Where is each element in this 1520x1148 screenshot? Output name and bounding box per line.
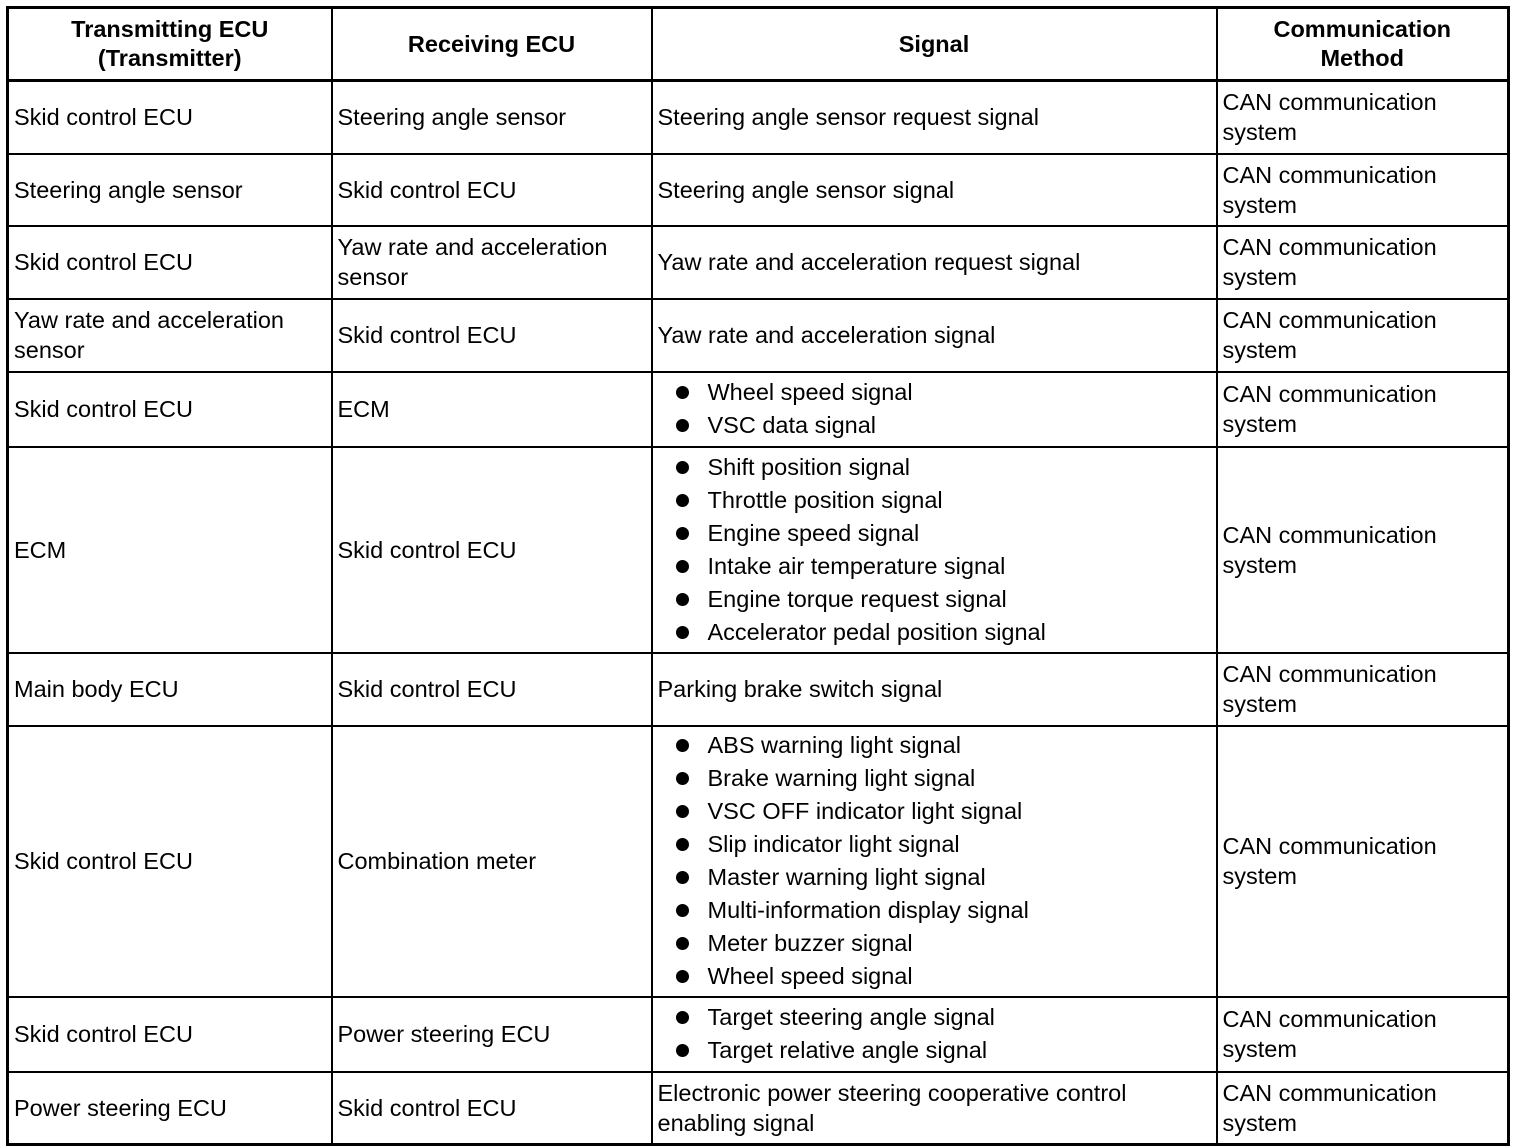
signal-bullet-list xyxy=(658,376,1211,442)
ecu-communication-table xyxy=(6,6,1510,1146)
signal-bullet-item: Target relative angle signal xyxy=(674,1034,1211,1067)
cell-receiving-ecu: Yaw rate and acceleration sensor xyxy=(332,226,652,299)
cell-receiving-ecu: Steering angle sensor xyxy=(332,81,652,154)
table-row xyxy=(8,372,1509,447)
table-row xyxy=(8,299,1509,372)
signal-bullet-item: Engine speed signal xyxy=(674,517,1211,550)
cell-communication-method: CAN communication system xyxy=(1217,1072,1509,1145)
cell-signal xyxy=(652,726,1217,997)
signal-text: Yaw rate and acceleration request signal xyxy=(657,249,1081,275)
signal-bullet-item: Wheel speed signal xyxy=(674,960,1211,993)
table-row xyxy=(8,653,1509,726)
cell-communication-method: CAN communication system xyxy=(1217,154,1509,226)
table-row xyxy=(8,726,1509,997)
cell-transmitting-ecu: ECM xyxy=(8,447,332,653)
signal-bullet-item: ABS warning light signal xyxy=(674,729,1211,762)
header-signal xyxy=(652,8,1217,81)
cell-transmitting-ecu: Power steering ECU xyxy=(8,1072,332,1145)
cell-signal xyxy=(652,81,1217,154)
cell-communication-method: CAN communication system xyxy=(1217,299,1509,372)
cell-signal xyxy=(652,372,1217,447)
cell-signal xyxy=(652,1072,1217,1145)
signal-bullet-item: Intake air temperature signal xyxy=(674,550,1211,583)
signal-bullet-item: Target steering angle signal xyxy=(674,1001,1211,1034)
cell-signal xyxy=(652,154,1217,226)
signal-bullet-item: Brake warning light signal xyxy=(674,762,1211,795)
header-row xyxy=(8,8,1509,81)
cell-transmitting-ecu: Main body ECU xyxy=(8,653,332,726)
signal-bullet-list xyxy=(658,1001,1211,1067)
table-row xyxy=(8,447,1509,653)
signal-bullet-item: Throttle position signal xyxy=(674,484,1211,517)
header-communication-method-line1: Communication xyxy=(1273,16,1452,42)
signal-bullet-item: Meter buzzer signal xyxy=(674,927,1211,960)
header-communication-method xyxy=(1217,8,1509,81)
cell-transmitting-ecu: Skid control ECU xyxy=(8,997,332,1072)
cell-transmitting-ecu: Skid control ECU xyxy=(8,726,332,997)
signal-text: Electronic power steering cooperative control enabling signal xyxy=(657,1079,1127,1136)
cell-receiving-ecu: Skid control ECU xyxy=(332,447,652,653)
signal-text: Steering angle sensor signal xyxy=(657,176,955,203)
table-row xyxy=(8,226,1509,299)
cell-communication-method: CAN communication system xyxy=(1217,81,1509,154)
cell-transmitting-ecu: Skid control ECU xyxy=(8,81,332,154)
cell-signal xyxy=(652,226,1217,299)
signal-bullet-item: Wheel speed signal xyxy=(674,376,1211,409)
header-receiving-ecu xyxy=(332,8,652,81)
header-receiving-ecu-label: Receiving ECU xyxy=(407,30,576,57)
cell-receiving-ecu: Power steering ECU xyxy=(332,997,652,1072)
header-transmitting-ecu-line2: (Transmitter) xyxy=(97,45,242,71)
cell-communication-method: CAN communication system xyxy=(1217,653,1509,726)
table-body xyxy=(8,81,1509,1145)
cell-communication-method: CAN communication system xyxy=(1217,997,1509,1072)
table-header xyxy=(8,8,1509,81)
signal-bullet-item: VSC OFF indicator light signal xyxy=(674,795,1211,828)
table-row xyxy=(8,154,1509,226)
cell-receiving-ecu: Skid control ECU xyxy=(332,653,652,726)
cell-communication-method: CAN communication system xyxy=(1217,372,1509,447)
signal-text: Steering angle sensor request signal xyxy=(657,104,1039,131)
cell-transmitting-ecu: Steering angle sensor xyxy=(8,154,332,226)
cell-transmitting-ecu: Yaw rate and acceleration sensor xyxy=(8,299,332,372)
cell-communication-method: CAN communication system xyxy=(1217,447,1509,653)
signal-bullet-item: Master warning light signal xyxy=(674,861,1211,894)
table-row xyxy=(8,81,1509,154)
cell-communication-method: CAN communication system xyxy=(1217,226,1509,299)
signal-bullet-list xyxy=(658,729,1211,993)
cell-signal xyxy=(652,653,1217,726)
table-row xyxy=(8,997,1509,1072)
header-communication-method-line2: Method xyxy=(1320,45,1405,71)
signal-bullet-item: Slip indicator light signal xyxy=(674,828,1211,861)
signal-text: Yaw rate and acceleration signal xyxy=(657,322,996,348)
signal-bullet-item: Accelerator pedal position signal xyxy=(674,616,1211,649)
signal-bullet-item: VSC data signal xyxy=(674,409,1211,442)
cell-signal xyxy=(652,299,1217,372)
cell-receiving-ecu: Combination meter xyxy=(332,726,652,997)
cell-receiving-ecu: Skid control ECU xyxy=(332,299,652,372)
cell-transmitting-ecu: Skid control ECU xyxy=(8,372,332,447)
header-transmitting-ecu xyxy=(8,8,332,81)
cell-communication-method: CAN communication system xyxy=(1217,726,1509,997)
table-row xyxy=(8,1072,1509,1145)
cell-signal xyxy=(652,997,1217,1072)
header-signal-label: Signal xyxy=(898,30,970,57)
cell-receiving-ecu: Skid control ECU xyxy=(332,154,652,226)
header-transmitting-ecu-line1: Transmitting ECU xyxy=(71,16,269,42)
cell-transmitting-ecu: Skid control ECU xyxy=(8,226,332,299)
signal-bullet-list xyxy=(658,451,1211,649)
signal-bullet-item: Shift position signal xyxy=(674,451,1211,484)
cell-receiving-ecu: ECM xyxy=(332,372,652,447)
signal-bullet-item: Multi-information display signal xyxy=(674,894,1211,927)
cell-receiving-ecu: Skid control ECU xyxy=(332,1072,652,1145)
signal-bullet-item: Engine torque request signal xyxy=(674,583,1211,616)
cell-signal xyxy=(652,447,1217,653)
signal-text: Parking brake switch signal xyxy=(657,676,943,702)
